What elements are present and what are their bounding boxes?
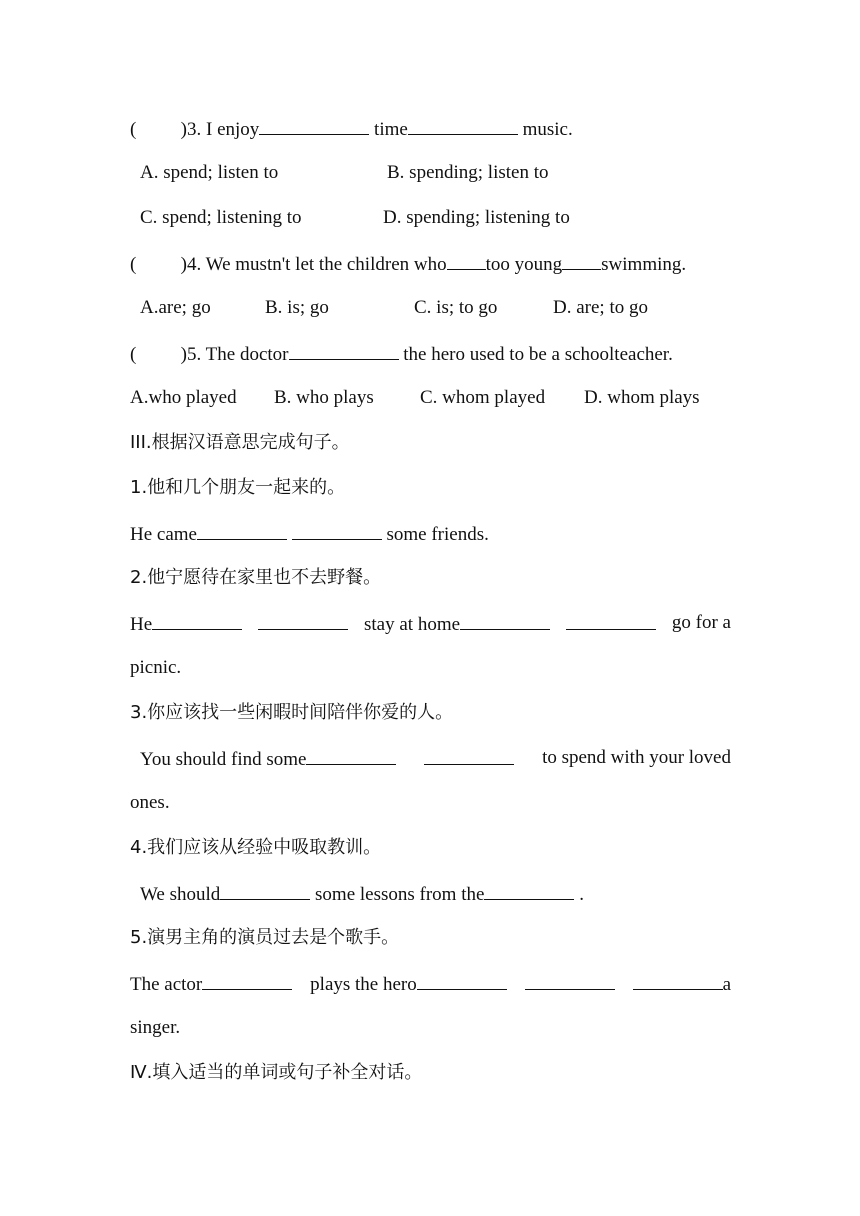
option-c[interactable]: C. spend; listening to bbox=[140, 207, 302, 228]
question-text: the hero used to be a schoolteacher. bbox=[403, 344, 673, 365]
bracket-open: ( bbox=[130, 119, 137, 140]
fill-blank[interactable] bbox=[424, 746, 514, 765]
sentence-2-chinese: 2.他宁愿待在家里也不去野餐。 bbox=[130, 567, 382, 588]
sentence-3-english bbox=[140, 746, 731, 772]
question-number: 3. bbox=[187, 119, 202, 140]
section-3-heading: III.根据汉语意思完成句子。 bbox=[130, 432, 350, 453]
option-b[interactable]: B. spending; listen to bbox=[387, 162, 549, 183]
fill-blank[interactable] bbox=[197, 521, 287, 540]
sentence-3-continued: ones. bbox=[130, 792, 170, 813]
answer-bracket[interactable] bbox=[130, 343, 187, 367]
question-4 bbox=[130, 251, 731, 277]
sentence-text: to spend with your loved bbox=[542, 747, 731, 768]
question-text: I enjoy bbox=[206, 119, 260, 140]
fill-blank[interactable] bbox=[562, 251, 601, 270]
option-b[interactable]: B. who plays bbox=[274, 387, 374, 408]
fill-blank[interactable] bbox=[417, 971, 507, 990]
question-text: time bbox=[374, 119, 408, 140]
sentence-text: go for a bbox=[671, 612, 731, 633]
sentence-4-english bbox=[140, 881, 731, 907]
fill-blank[interactable] bbox=[289, 341, 399, 360]
sentence-text: plays the hero bbox=[310, 974, 417, 995]
fill-blank[interactable] bbox=[447, 251, 486, 270]
sentence-text: stay at home bbox=[364, 614, 461, 635]
fill-blank[interactable] bbox=[460, 611, 550, 630]
sentence-2-english bbox=[130, 611, 731, 637]
fill-blank[interactable] bbox=[633, 971, 723, 990]
question-number: 4. bbox=[187, 254, 202, 275]
fill-blank[interactable] bbox=[259, 116, 369, 135]
sentence-5-continued: singer. bbox=[130, 1017, 181, 1038]
sentence-5-english bbox=[130, 971, 731, 997]
fill-blank[interactable] bbox=[220, 881, 310, 900]
option-b[interactable]: B. is; go bbox=[265, 297, 329, 318]
fill-blank[interactable] bbox=[306, 746, 396, 765]
fill-blank[interactable] bbox=[258, 611, 348, 630]
option-d[interactable]: D. are; to go bbox=[553, 297, 648, 318]
question-text: music. bbox=[522, 119, 573, 140]
sentence-text: We should bbox=[140, 884, 221, 905]
bracket-close: ) bbox=[180, 119, 187, 140]
option-a[interactable]: A. spend; listen to bbox=[140, 162, 279, 183]
question-text: We mustn't let the children who bbox=[205, 254, 447, 275]
option-c[interactable]: C. whom played bbox=[420, 387, 546, 408]
bracket-close: ) bbox=[180, 254, 187, 275]
section-4-heading: Ⅳ.填入适当的单词或句子补全对话。 bbox=[130, 1062, 423, 1083]
question-3 bbox=[130, 116, 731, 142]
sentence-3-chinese: 3.你应该找一些闲暇时间陪伴你爱的人。 bbox=[130, 702, 454, 723]
bracket-close: ) bbox=[180, 344, 187, 365]
option-d[interactable]: D. whom plays bbox=[584, 387, 700, 408]
question-text: swimming. bbox=[601, 254, 687, 275]
option-d[interactable]: D. spending; listening to bbox=[383, 207, 570, 228]
sentence-1-english bbox=[130, 521, 731, 547]
sentence-text: He came bbox=[130, 524, 197, 545]
sentence-1-chinese: 1.他和几个朋友一起来的。 bbox=[130, 477, 346, 498]
sentence-text: a bbox=[722, 974, 731, 995]
sentence-text: . bbox=[579, 884, 584, 905]
fill-blank[interactable] bbox=[566, 611, 656, 630]
question-number: 5. bbox=[187, 344, 202, 365]
sentence-4-chinese: 4.我们应该从经验中吸取教训。 bbox=[130, 837, 382, 858]
fill-blank[interactable] bbox=[152, 611, 242, 630]
bracket-open: ( bbox=[130, 254, 137, 275]
fill-blank[interactable] bbox=[292, 521, 382, 540]
fill-blank[interactable] bbox=[484, 881, 574, 900]
question-5 bbox=[130, 341, 731, 367]
sentence-5-chinese: 5.演男主角的演员过去是个歌手。 bbox=[130, 927, 400, 948]
option-c[interactable]: C. is; to go bbox=[414, 297, 498, 318]
sentence-text: some lessons from the bbox=[315, 884, 485, 905]
sentence-text: You should find some bbox=[140, 749, 307, 770]
fill-blank[interactable] bbox=[525, 971, 615, 990]
sentence-text: some friends. bbox=[386, 524, 489, 545]
sentence-text: He bbox=[130, 614, 153, 635]
sentence-text: The actor bbox=[130, 974, 203, 995]
fill-blank[interactable] bbox=[408, 116, 518, 135]
bracket-open: ( bbox=[130, 344, 137, 365]
answer-bracket[interactable] bbox=[130, 118, 187, 142]
answer-bracket[interactable] bbox=[130, 253, 187, 277]
question-text: The doctor bbox=[205, 344, 289, 365]
question-text: too young bbox=[485, 254, 563, 275]
sentence-2-continued: picnic. bbox=[130, 657, 182, 678]
option-a[interactable]: A.are; go bbox=[140, 297, 211, 318]
option-a[interactable]: A.who played bbox=[130, 387, 237, 408]
fill-blank[interactable] bbox=[202, 971, 292, 990]
